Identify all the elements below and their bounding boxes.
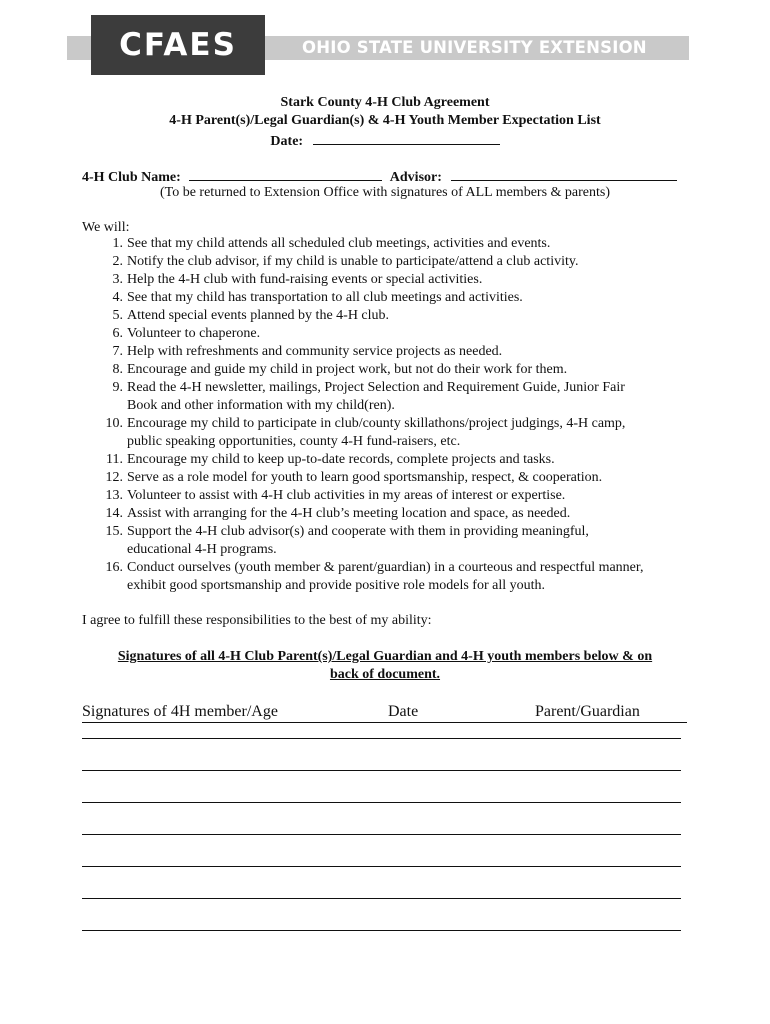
list-number: 5. <box>112 308 123 323</box>
list-item <box>82 325 692 343</box>
club-name-blank[interactable] <box>189 166 382 181</box>
date-label: Date: <box>270 134 304 149</box>
list-number: 1. <box>112 236 123 251</box>
list-number: 4. <box>112 290 123 305</box>
list-number: 8. <box>112 362 123 377</box>
list-item <box>82 343 692 361</box>
signature-line[interactable] <box>82 770 681 771</box>
list-number: 16. <box>105 560 123 575</box>
list-item-text: Notify the club advisor, if my child is unable to participate/attend a club activity. <box>127 254 579 269</box>
list-item <box>82 271 692 289</box>
signature-line[interactable] <box>82 866 681 867</box>
list-item-text: Book and other information with my child(ren). <box>127 398 395 413</box>
list-number: 13. <box>105 488 123 503</box>
list-number: 6. <box>112 326 123 341</box>
list-number: 3. <box>112 272 123 287</box>
date-row <box>0 130 770 151</box>
list-item-text: Help with refreshments and community service projects as needed. <box>127 344 503 359</box>
column-member: Signatures of 4H member/Age <box>82 703 278 720</box>
return-note: (To be returned to Extension Office with signatures of ALL members & parents) <box>159 185 610 200</box>
list-item-text: See that my child has transportation to all club meetings and activities. <box>127 290 523 305</box>
list-item <box>82 505 692 523</box>
date-blank[interactable] <box>313 130 500 145</box>
list-item <box>82 523 692 559</box>
list-item <box>82 289 692 307</box>
list-item-text: Volunteer to chaperone. <box>127 326 261 341</box>
list-item-text: Encourage my child to participate in club/county skillathons/project judgings, 4-H camp, <box>127 416 626 431</box>
list-item-text: Conduct ourselves (youth member & parent/guardian) in a courteous and respectful manner, <box>127 560 644 575</box>
list-item <box>82 253 692 271</box>
advisor-blank[interactable] <box>451 166 677 181</box>
extension-title: OHIO STATE UNIVERSITY EXTENSION <box>302 38 647 57</box>
column-date: Date <box>388 703 419 720</box>
list-item <box>82 415 692 451</box>
list-item <box>82 379 692 415</box>
list-item <box>82 235 692 253</box>
list-item-text: Volunteer to assist with 4-H club activities in my areas of interest or expertise. <box>127 488 566 503</box>
logo-text: CFAES <box>119 27 237 63</box>
column-parent: Parent/Guardian <box>535 703 640 720</box>
advisor-label: Advisor: <box>389 170 442 185</box>
doc-title: Stark County 4-H Club Agreement <box>280 95 490 110</box>
signature-columns <box>82 702 687 723</box>
list-item <box>82 361 692 379</box>
list-item-text: public speaking opportunities, county 4-H fund-raisers, etc. <box>127 434 461 449</box>
list-number: 11. <box>106 452 123 467</box>
list-item-text: Read the 4-H newsletter, mailings, Project Selection and Requirement Guide, Junior Fair <box>127 380 625 395</box>
signatures-heading-1: Signatures of all 4-H Club Parent(s)/Legal Guardian and 4-H youth members below & on <box>117 649 653 664</box>
list-item-text: Help the 4-H club with fund-raising events or special activities. <box>127 272 483 287</box>
agree-statement: I agree to fulfill these responsibilities to the best of my ability: <box>82 613 432 628</box>
intro-text: We will: <box>82 220 130 235</box>
cfaes-logo <box>91 15 265 75</box>
list-item-text: Encourage and guide my child in project work, but not do their work for them. <box>127 362 568 377</box>
list-number: 10. <box>105 416 123 431</box>
list-item-text: exhibit good sportsmanship and provide positive role models for all youth. <box>127 578 545 593</box>
list-item <box>82 487 692 505</box>
list-item-text: Encourage my child to keep up-to-date records, complete projects and tasks. <box>127 452 555 467</box>
signature-line[interactable] <box>82 834 681 835</box>
list-item <box>82 307 692 325</box>
list-number: 7. <box>112 344 123 359</box>
signature-line[interactable] <box>82 930 681 931</box>
responsibilities-list <box>82 235 692 595</box>
list-item-text: Attend special events planned by the 4-H club. <box>127 308 390 323</box>
list-number: 9. <box>112 380 123 395</box>
signatures-heading-2: back of document. <box>329 667 441 682</box>
list-item-text: Support the 4-H club advisor(s) and cooperate with them in providing meaningful, <box>127 524 589 539</box>
list-item <box>82 559 692 595</box>
list-item <box>82 451 692 469</box>
club-name-label: 4-H Club Name: <box>82 170 181 185</box>
list-item-text: Serve as a role model for youth to learn good sportsmanship, respect, & cooperation. <box>127 470 603 485</box>
list-number: 2. <box>112 254 123 269</box>
list-number: 14. <box>105 506 123 521</box>
signature-line[interactable] <box>82 802 681 803</box>
list-item <box>82 469 692 487</box>
signature-line[interactable] <box>82 738 681 739</box>
list-number: 12. <box>105 470 123 485</box>
list-item-text: educational 4-H programs. <box>127 542 277 557</box>
list-item-text: See that my child attends all scheduled club meetings, activities and events. <box>127 236 551 251</box>
list-number: 15. <box>105 524 123 539</box>
doc-subtitle: 4-H Parent(s)/Legal Guardian(s) & 4-H Youth Member Expectation List <box>169 113 601 128</box>
list-item-text: Assist with arranging for the 4-H club’s meeting location and space, as needed. <box>127 506 571 521</box>
signature-line[interactable] <box>82 898 681 899</box>
